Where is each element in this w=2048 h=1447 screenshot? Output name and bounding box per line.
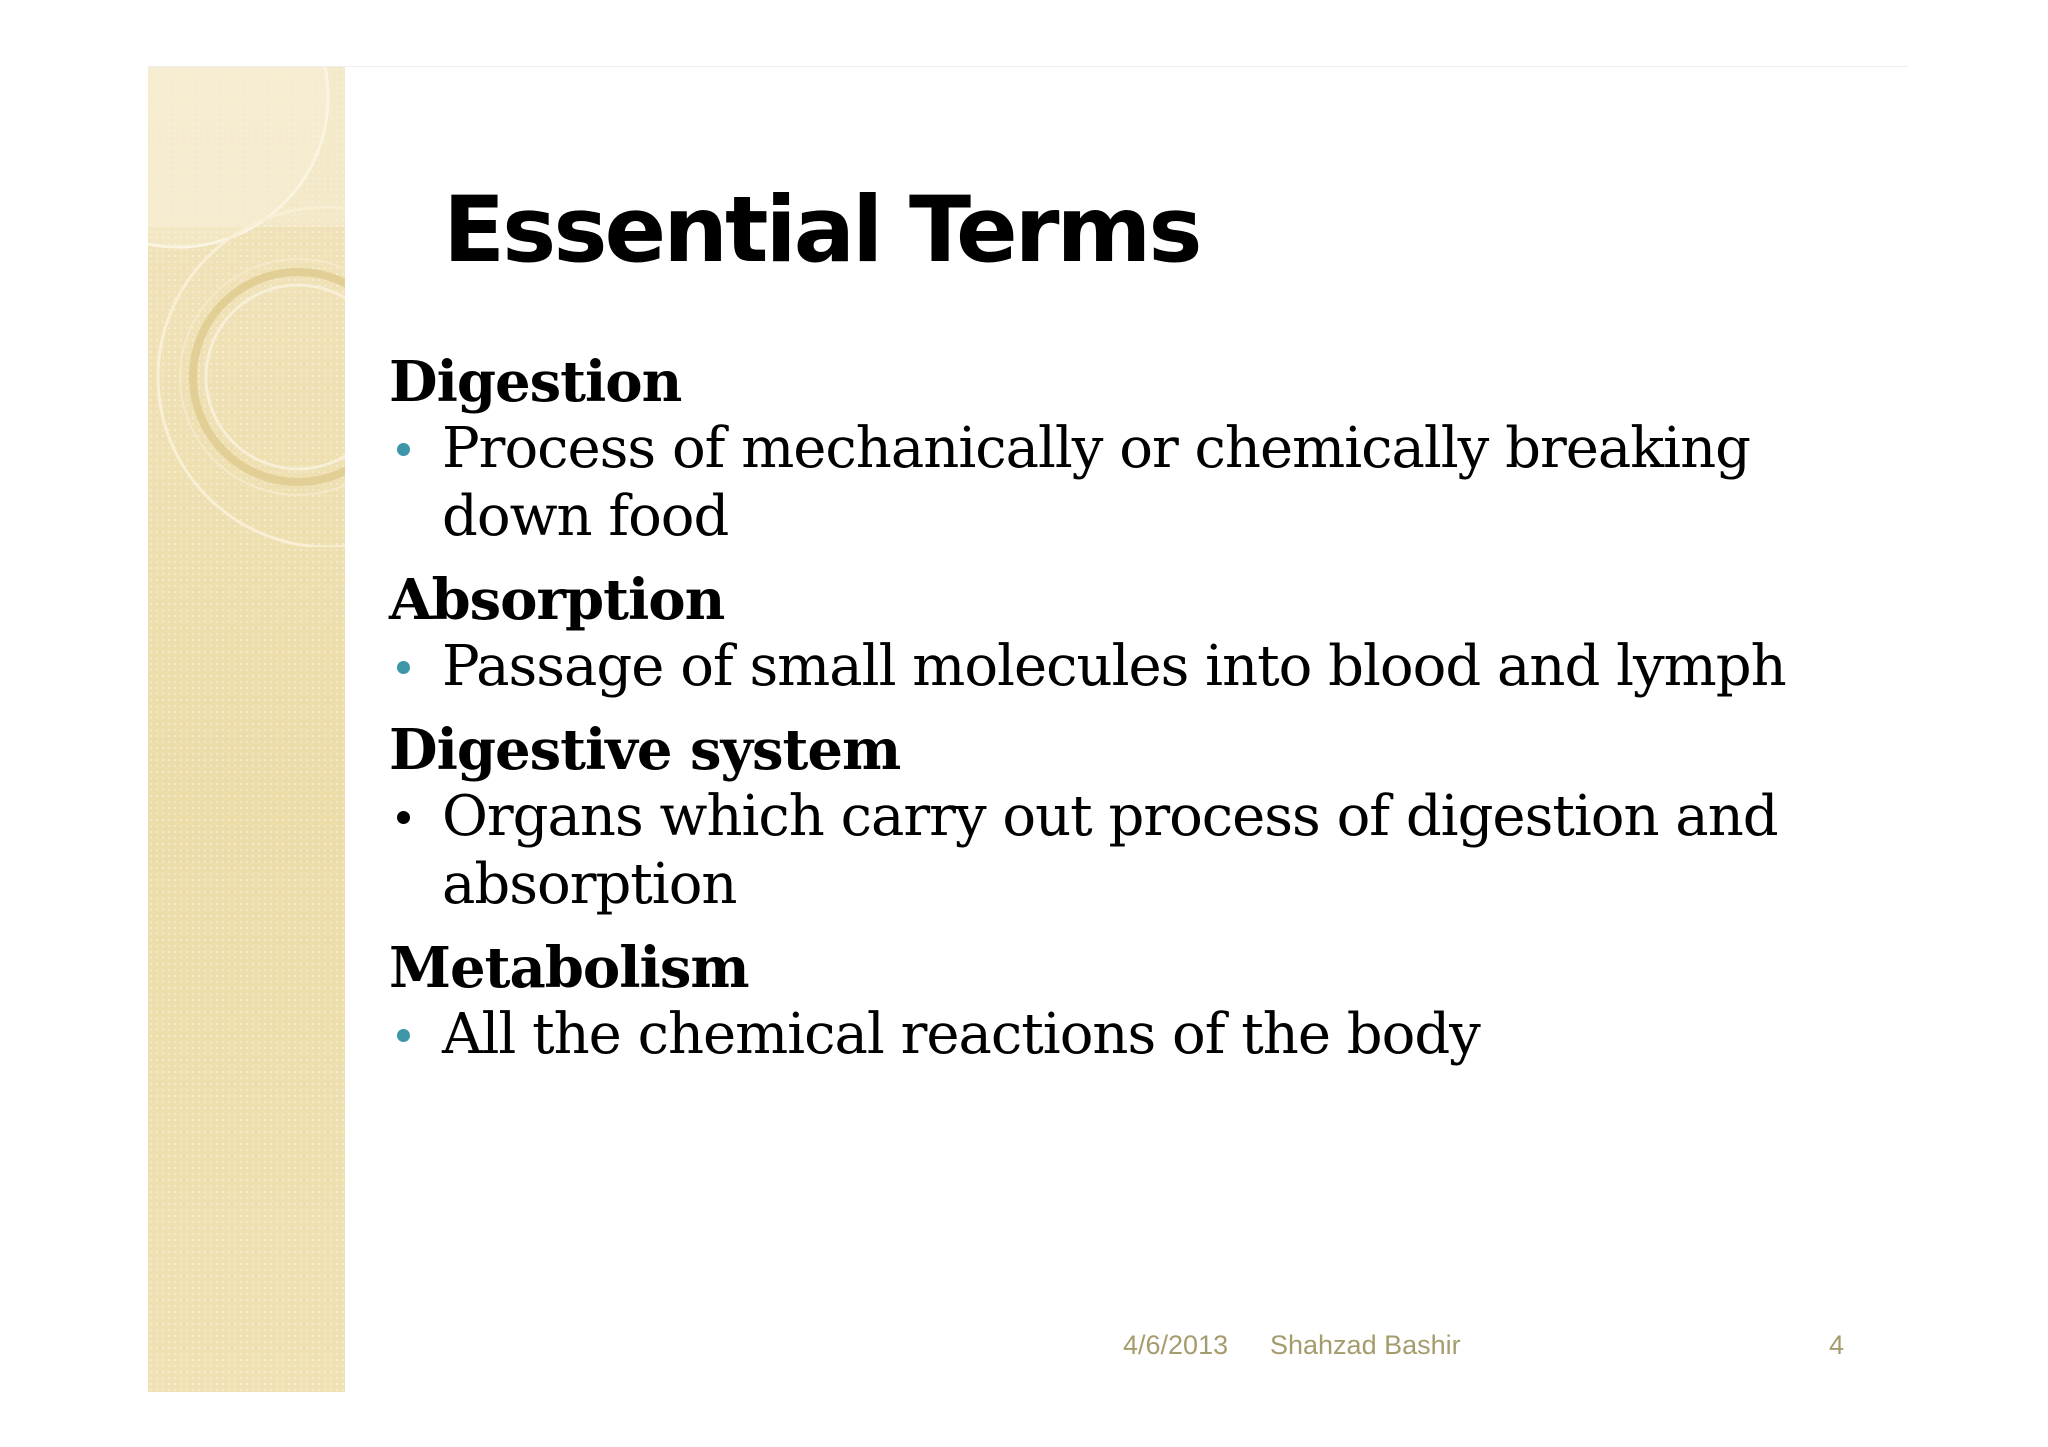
bullet-icon	[397, 1029, 410, 1042]
term-metabolism: Metabolism	[389, 935, 749, 1001]
definition-text: All the chemical reactions of the body	[442, 1002, 1480, 1067]
definition-absorption	[389, 633, 1859, 701]
definition-text: Organs which carry out process of digestion and absorption	[442, 784, 1778, 917]
term-digestive-system: Digestive system	[389, 717, 901, 783]
term-absorption: Absorption	[389, 567, 725, 633]
bullet-icon	[397, 443, 410, 456]
footer-author: Shahzad Bashir	[1270, 1330, 1461, 1360]
decorative-side-band	[148, 67, 345, 1392]
decorative-circles-icon	[148, 67, 345, 547]
slide-title: Essential Terms	[443, 178, 1200, 283]
definition-text: Passage of small molecules into blood and lymph	[442, 634, 1786, 699]
definition-text: Process of mechanically or chemically breaking down food	[442, 416, 1751, 549]
terms-list	[389, 349, 1859, 1085]
definition-digestion	[389, 415, 1859, 551]
bullet-icon	[397, 661, 410, 674]
bullet-icon	[397, 811, 410, 824]
footer-page-number: 4	[1829, 1330, 1845, 1360]
slide	[148, 66, 1908, 1392]
definition-digestive-system	[389, 783, 1859, 919]
footer-date: 4/6/2013	[1123, 1330, 1229, 1360]
term-digestion: Digestion	[389, 349, 682, 415]
definition-metabolism	[389, 1001, 1859, 1069]
